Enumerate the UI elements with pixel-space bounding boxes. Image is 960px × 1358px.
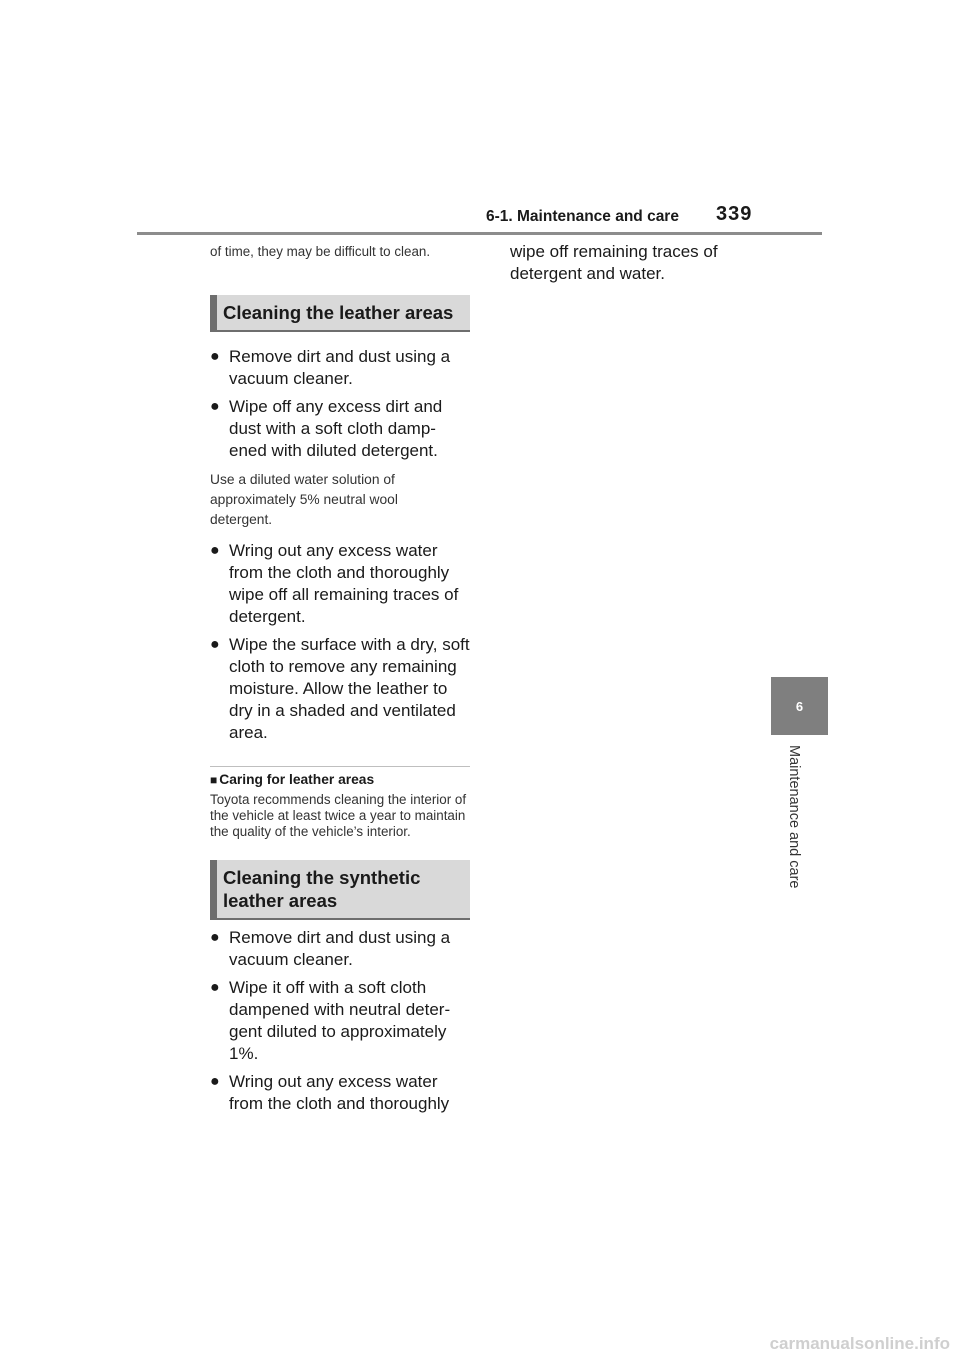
bullet-icon: ● [210, 929, 220, 946]
header-divider [137, 232, 822, 235]
caring-text: Toyota recommends cleaning the interior of the vehicle at least twice a year to maintain the quality of the vehicle’s interior. [210, 792, 467, 839]
page-header [0, 0, 960, 240]
square-bullet-icon: ■ [210, 773, 218, 787]
bullet-icon: ● [210, 398, 220, 415]
dilution-note: Use a diluted water solution of approximately 5% neutral wool detergent. [210, 472, 398, 527]
list-item [210, 927, 470, 971]
list-item [210, 346, 470, 390]
list-item [210, 396, 470, 462]
intro-text: of time, they may be difficult to clean. [210, 244, 431, 259]
subsection-divider [210, 766, 470, 767]
list-item [210, 540, 470, 628]
subsection-title-text: Caring for leather areas [219, 772, 375, 787]
leather-steps-2 [210, 540, 470, 744]
left-column [210, 244, 470, 1115]
list-item-text: Wipe it off with a soft cloth dampened with neutral deter-gent diluted to approximately 1%. [229, 978, 451, 1063]
synthetic-steps [210, 927, 470, 1115]
page-number: 339 [716, 203, 753, 225]
chapter-number: 6 [795, 698, 804, 714]
continuation-text: wipe off remaining traces of detergent and water. [510, 242, 718, 283]
section-heading-synthetic [210, 860, 470, 920]
list-item-text: Wipe the surface with a dry, soft cloth to remove any remaining moisture. Allow the leather to dry in a shaded and ventilated area. [229, 635, 470, 742]
section-heading-leather-text: Cleaning the leather areas [223, 302, 454, 323]
section-heading-synthetic-text: Cleaning the synthetic leather areas [223, 867, 421, 911]
bullet-icon: ● [210, 348, 220, 365]
list-item [210, 634, 470, 744]
bullet-icon: ● [210, 636, 220, 653]
list-item-text: Remove dirt and dust using a vacuum cleaner. [229, 347, 451, 388]
list-item-text: Wring out any excess water from the cloth and thoroughly [229, 1072, 450, 1113]
bullet-icon: ● [210, 542, 220, 559]
chapter-tab [771, 677, 828, 735]
list-item-text: Wring out any excess water from the cloth and thoroughly wipe off all remaining traces of detergent. [229, 541, 459, 626]
list-item-text: Remove dirt and dust using a vacuum cleaner. [229, 928, 451, 969]
bullet-icon: ● [210, 1073, 220, 1090]
section-title: 6-1. Maintenance and care [486, 208, 679, 225]
leather-steps [210, 346, 470, 462]
right-column [510, 241, 790, 285]
list-item-text: Wipe off any excess dirt and dust with a soft cloth damp-ened with diluted detergent. [229, 397, 443, 460]
chapter-label: Maintenance and care [786, 745, 802, 889]
subsection-title [210, 771, 470, 789]
bullet-icon: ● [210, 979, 220, 996]
list-item [210, 977, 470, 1065]
watermark: carmanualsonline.info [769, 1334, 950, 1353]
section-heading-leather [210, 295, 470, 332]
list-item [210, 1071, 470, 1115]
